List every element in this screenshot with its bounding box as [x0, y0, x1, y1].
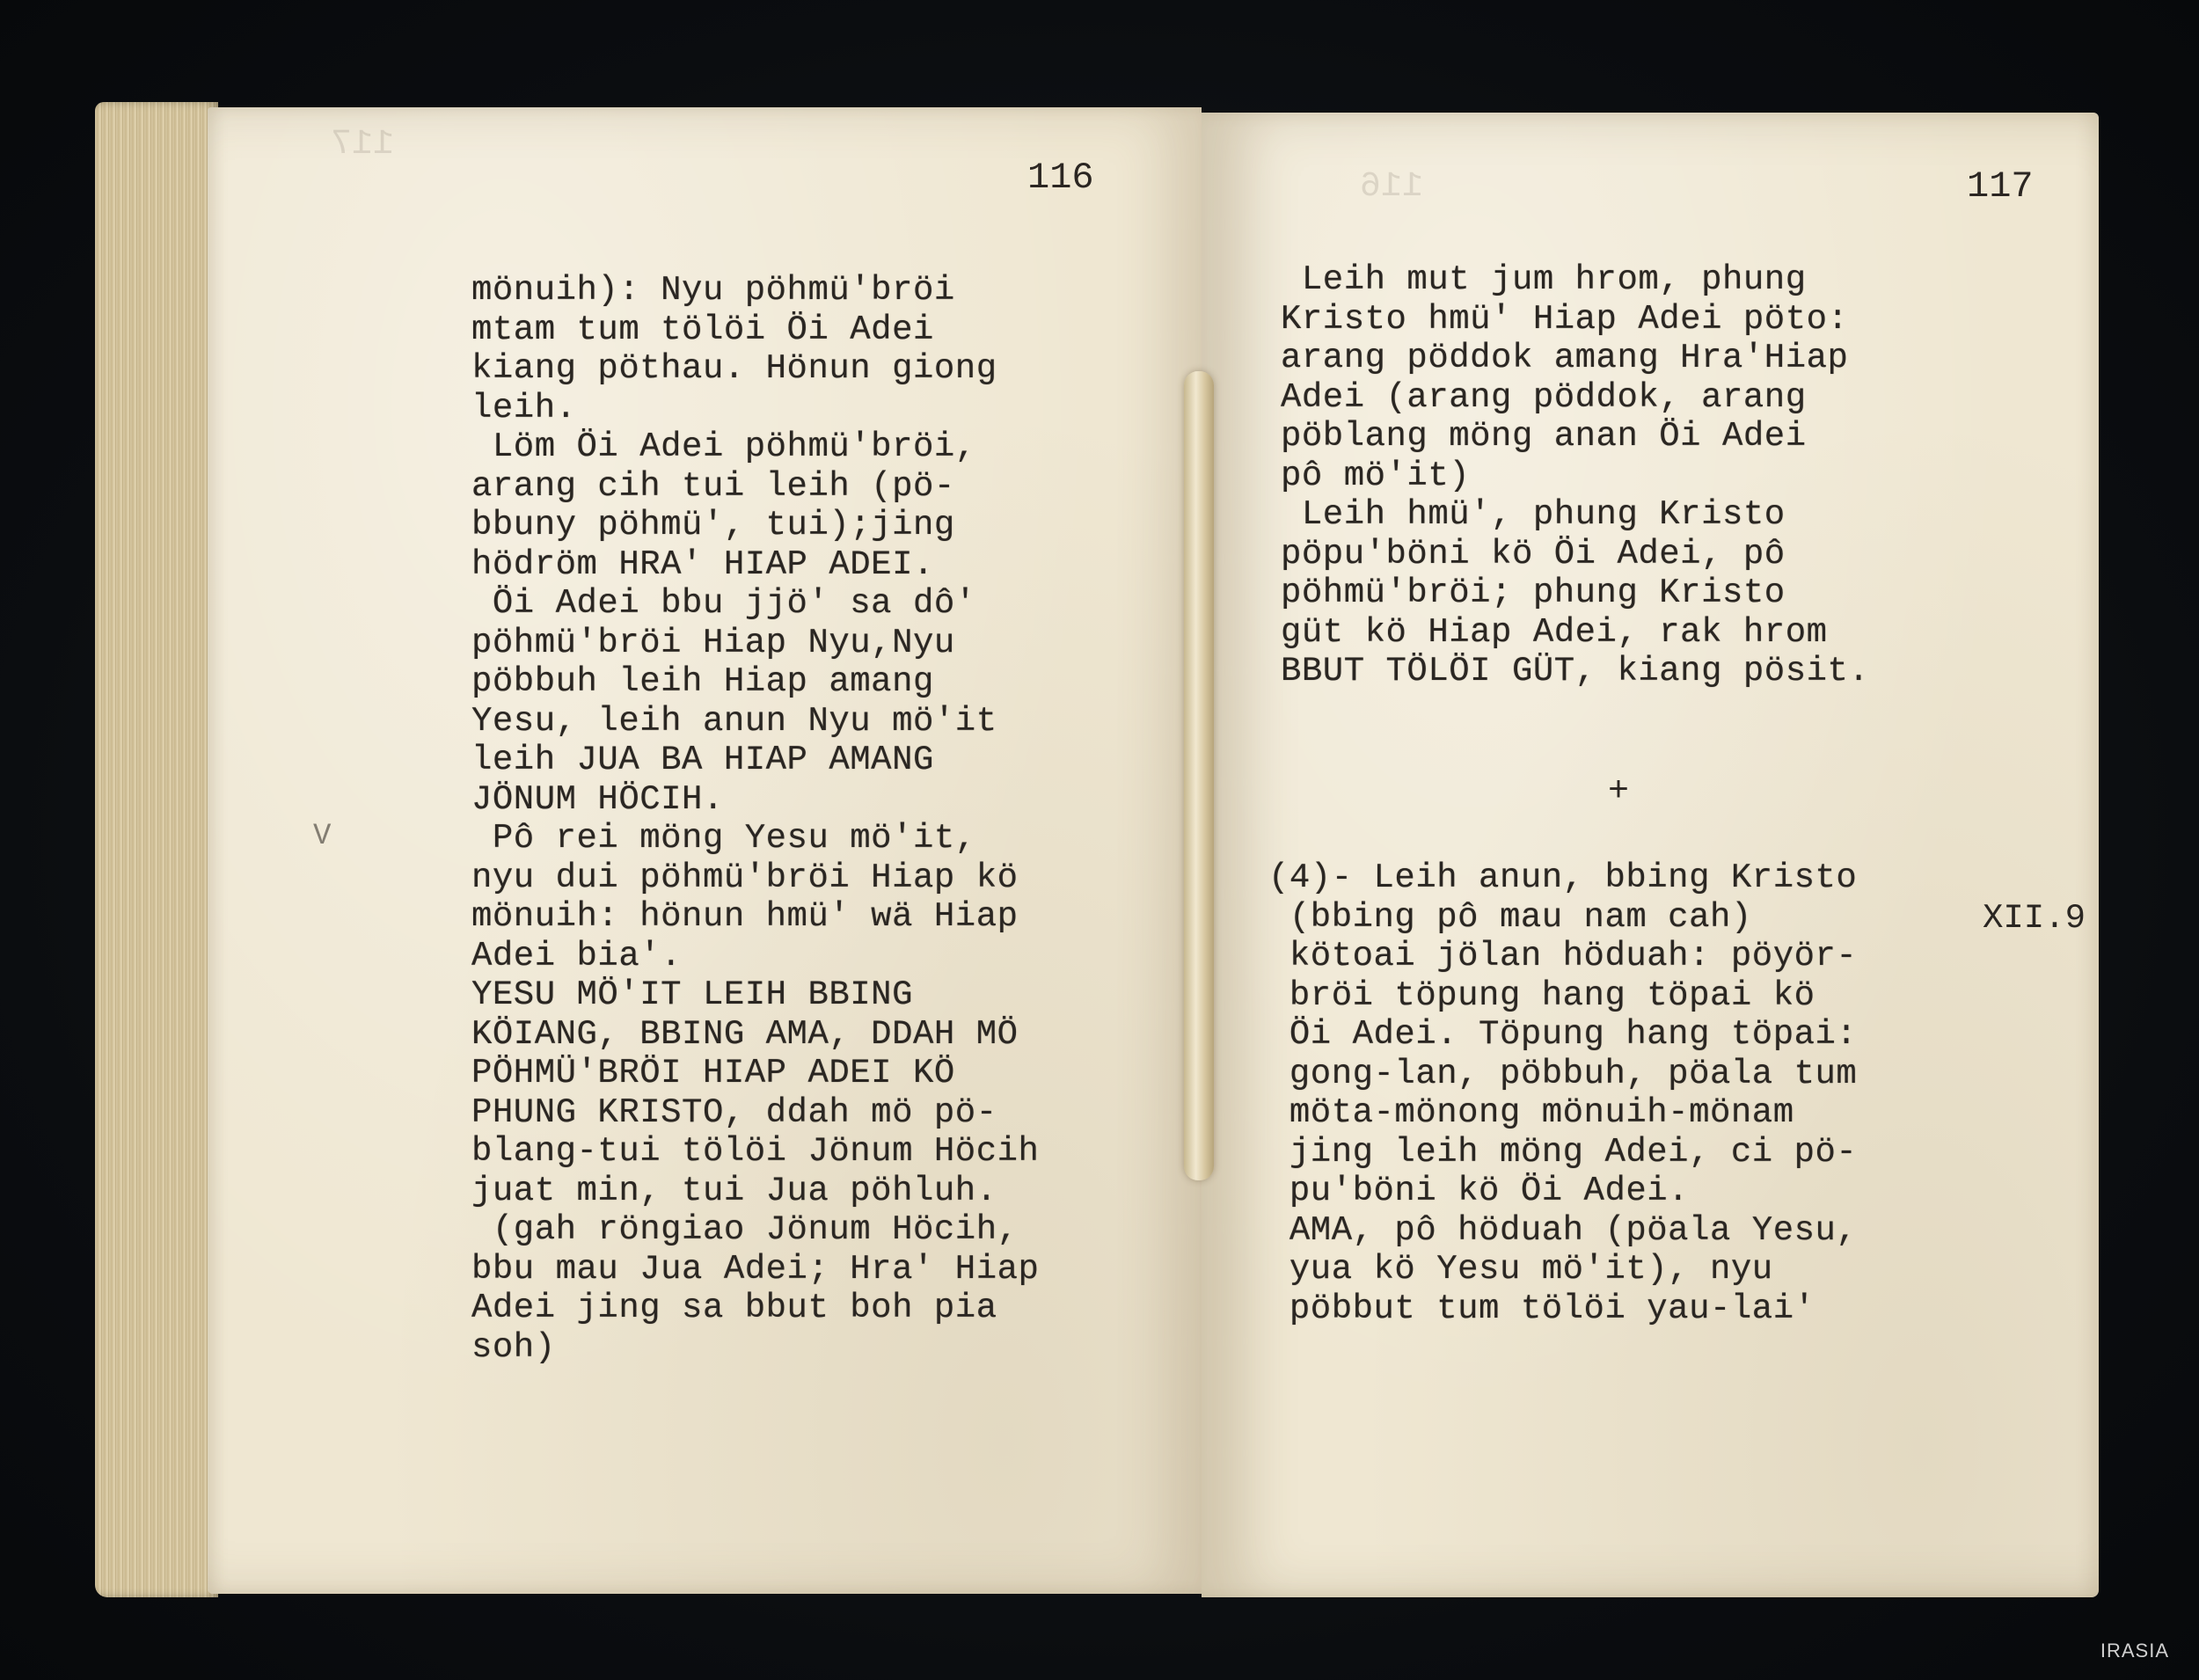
text-line: (4)- Leih anun, bbing Kristo	[1268, 858, 1858, 897]
text-line: Yesu, leih anun Nyu mö'it	[471, 701, 997, 741]
right-page-text-bottom	[1268, 858, 1857, 1328]
left-page-text	[471, 271, 1039, 1367]
text-line: soh)	[471, 1327, 556, 1367]
book-gutter	[1138, 371, 1270, 1180]
text-line: pöhmü'bröi; phung Kristo	[1281, 573, 1786, 612]
text-line: BBUT TÖLÖI GÜT, kiang pösit.	[1281, 652, 1870, 690]
text-line: pöblang möng anan Öi Adei	[1281, 417, 1807, 456]
text-line: pô mö'it)	[1281, 456, 1471, 495]
text-line: leih JUA BA HIAP AMANG	[471, 741, 934, 779]
text-line: Leih mut jum hrom, phung	[1281, 260, 1807, 299]
text-line: arang pöddok amang Hra'Hiap	[1281, 339, 1849, 377]
text-line: yua kö Yesu mö'it), nyu	[1268, 1250, 1773, 1289]
right-page-text-top	[1281, 260, 1869, 691]
text-line: AMA, pô höduah (pöala Yesu,	[1268, 1210, 1858, 1250]
text-line: kötoai jölan höduah: pöyör-	[1268, 937, 1858, 975]
text-line: hödröm HRA' HIAP ADEI.	[471, 544, 934, 584]
text-line: PÖHMÜ'BRÖI HIAP ADEI KÖ	[471, 1054, 955, 1092]
text-line: leih.	[471, 388, 577, 427]
text-line: mönuih): Nyu pöhmü'bröi	[471, 271, 955, 310]
text-line: Löm Öi Adei pöhmü'bröi,	[471, 427, 976, 466]
text-line: juat min, tui Jua pöhluh.	[471, 1171, 997, 1210]
text-line: Kristo hmü' Hiap Adei pöto:	[1281, 299, 1849, 339]
text-line: KÖIANG, BBING AMA, DDAH MÖ	[471, 1014, 1019, 1054]
text-line: güt kö Hiap Adei, rak hrom	[1281, 612, 1828, 652]
text-line: kiang pöthau. Hönun giong	[471, 349, 997, 388]
text-line: (gah röngiao Jönum Höcih,	[471, 1210, 1019, 1249]
text-line: JÖNUM HÖCIH.	[471, 779, 724, 819]
text-line: PHUNG KRISTO, ddah mö pö-	[471, 1092, 997, 1132]
text-line: Adei (arang pöddok, arang	[1281, 377, 1807, 417]
margin-reference: XII.9	[1983, 899, 2086, 938]
right-bleed-through-number: 116	[1360, 167, 1424, 207]
text-line: mönuih: hönun hmü' wä Hiap	[471, 897, 1019, 936]
text-line: mtam tum tölöi Öi Adei	[471, 310, 934, 349]
text-line: pöbbut tum tölöi yau-lai'	[1268, 1289, 1815, 1328]
right-page-number: 117	[1967, 165, 2034, 208]
text-line: gong-lan, pöbbuh, pöala tum	[1268, 1054, 1858, 1093]
text-line: Pô rei möng Yesu mö'it,	[471, 819, 976, 858]
text-line: bbuny pöhmü', tui);jing	[471, 506, 955, 544]
text-line: Öi Adei. Töpung hang töpai:	[1268, 1015, 1858, 1054]
text-line: möta-mönong mönuih-mönam	[1268, 1093, 1794, 1132]
edge-mark: V	[313, 820, 332, 853]
right-page	[1202, 113, 2099, 1597]
text-line: pu'böni kö Öi Adei.	[1268, 1172, 1690, 1210]
left-page	[208, 107, 1202, 1594]
text-line: bröi töpung hang töpai kö	[1268, 975, 1815, 1015]
text-line: nyu dui pöhmü'bröi Hiap kö	[471, 858, 1019, 897]
text-line: Öi Adei bbu jjö' sa dô'	[471, 584, 976, 623]
page-edges	[95, 102, 218, 1597]
left-bleed-through-number: 117	[331, 125, 395, 164]
text-line: arang cih tui leih (pö-	[471, 466, 955, 506]
text-line: Adei jing sa bbut boh pia	[471, 1289, 997, 1327]
text-line: pöbbuh leih Hiap amang	[471, 662, 934, 701]
watermark: IRASIA	[2100, 1640, 2169, 1662]
text-line: Adei bia'.	[471, 936, 683, 975]
binding-stitch	[1184, 371, 1214, 1180]
text-line: bbu mau Jua Adei; Hra' Hiap	[471, 1249, 1040, 1289]
text-line: blang-tui tölöi Jönum Höcih	[471, 1132, 1040, 1171]
section-separator: +	[1608, 772, 1630, 812]
text-line: Leih hmü', phung Kristo	[1281, 495, 1786, 534]
text-line: pöpu'böni kö Öi Adei, pô	[1281, 534, 1786, 573]
text-line: (bbing pô mau nam cah)	[1268, 897, 1752, 937]
text-line: jing leih möng Adei, ci pö-	[1268, 1132, 1858, 1172]
open-book	[95, 90, 2102, 1599]
text-line: YESU MÖ'IT LEIH BBING	[471, 975, 913, 1014]
left-page-number: 116	[1027, 157, 1094, 199]
text-line: pöhmü'bröi Hiap Nyu,Nyu	[471, 623, 955, 662]
